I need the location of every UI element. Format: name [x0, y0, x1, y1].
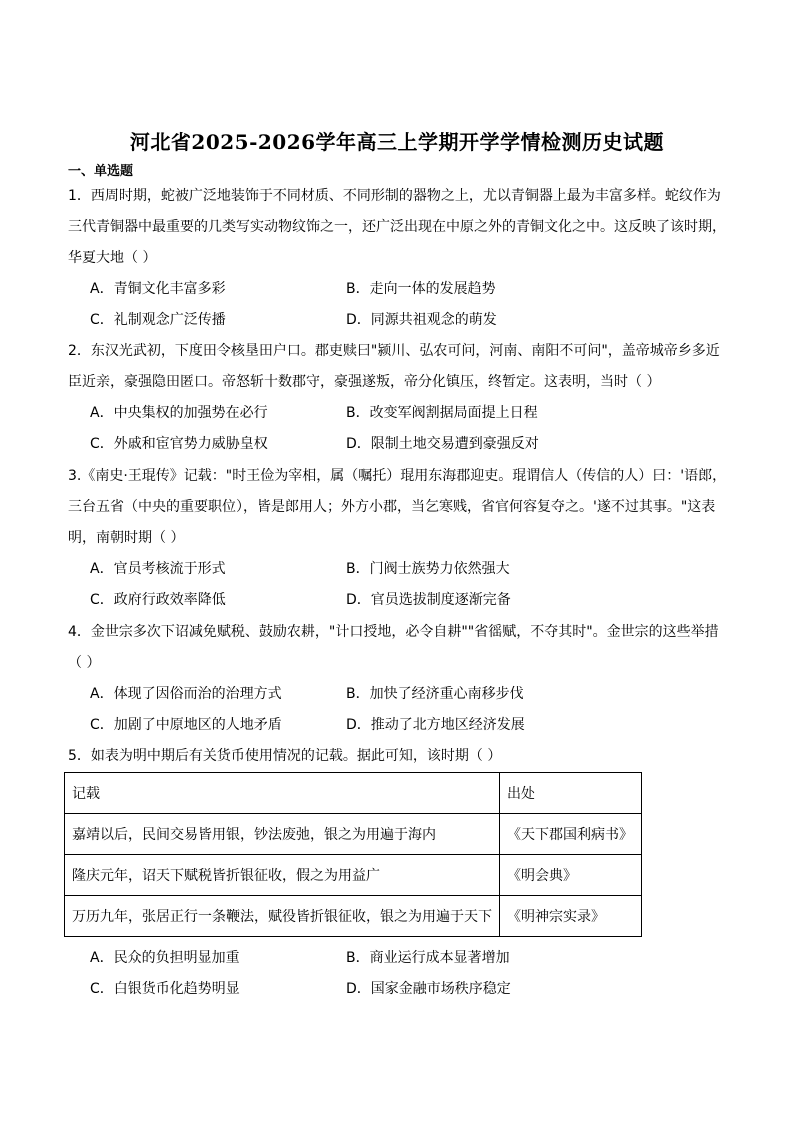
q2-option-a: A．中央集权的加强势在必行 [90, 405, 268, 421]
q1-stem-line-1: 1．西周时期，蛇被广泛地装饰于不同材质、不同形制的器物之上，尤以青铜器上最为丰富多样。蛇纹作为 [68, 188, 721, 204]
table-header-source: 出处 [500, 773, 642, 814]
q2-stem-line-2: 臣近亲，豪强隐田匿口。帝怒斩十数郡守，豪强遂叛，帝分化镇压，终暂定。这表明，当时（ ） [68, 374, 661, 390]
q1-option-d: D．同源共祖观念的萌发 [346, 312, 497, 328]
q3-stem-line-3: 明，南朝时期（ ） [68, 530, 185, 546]
table-header-record: 记载 [65, 773, 500, 814]
q3-stem-line-2: 三台五省（中央的重要职位），皆是郎用人；外方小郡，当乞寒贱，省官何容复夺之。'遂不过其事。"这表 [68, 499, 716, 515]
q3-option-b: B．门阀士族势力依然强大 [346, 561, 510, 577]
table-cell-record: 嘉靖以后，民间交易皆用银，钞法废弛，银之为用遍于海内 [65, 814, 500, 855]
currency-record-table [64, 772, 642, 937]
table-header-row [65, 773, 642, 814]
q2-option-c: C．外戚和宦官势力威胁皇权 [90, 436, 268, 452]
q1-stem-line-3: 华夏大地（ ） [68, 250, 157, 266]
table-cell-record: 隆庆元年，诏天下赋税皆折银征收，假之为用益广 [65, 855, 500, 896]
q1-option-a: A．青铜文化丰富多彩 [90, 281, 226, 297]
q4-stem-line-2: （ ） [68, 655, 101, 671]
table-cell-source: 《明神宗实录》 [500, 896, 642, 937]
q5-option-b: B．商业运行成本显著增加 [346, 950, 510, 966]
q1-stem-line-2: 三代青铜器中最重要的几类写实动物纹饰之一，还广泛出现在中原之外的青铜文化之中。这反映了该时期， [68, 219, 726, 235]
q5-option-a: A．民众的负担明显加重 [90, 950, 240, 966]
table-cell-source: 《天下郡国利病书》 [500, 814, 642, 855]
table-cell-source: 《明会典》 [500, 855, 642, 896]
q4-option-c: C．加剧了中原地区的人地矛盾 [90, 717, 282, 733]
q2-stem-line-1: 2．东汉光武初，下度田令核垦田户口。郡吏赎曰"颍川、弘农可问，河南、南阳不可问"，盖帝城帝乡多近 [68, 343, 720, 359]
q5-stem: 5．如表为明中期后有关货币使用情况的记载。据此可知，该时期（ ） [68, 748, 502, 764]
q4-option-a: A．体现了因俗而治的治理方式 [90, 686, 282, 702]
q4-option-b: B．加快了经济重心南移步伐 [346, 686, 524, 702]
q4-option-d: D．推动了北方地区经济发展 [346, 717, 525, 733]
q3-option-a: A．官员考核流于形式 [90, 561, 226, 577]
q4-stem-line-1: 4．金世宗多次下诏减免赋税、鼓励农耕，"计口授地，必令自耕""省徭赋，不夺其时"。金世宗的这些举措 [68, 624, 719, 640]
q5-option-d: D．国家金融市场秩序稳定 [346, 981, 511, 997]
table-row [65, 814, 642, 855]
q1-option-b: B．走向一体的发展趋势 [346, 281, 496, 297]
q3-option-c: C．政府行政效率降低 [90, 592, 226, 608]
section-heading: 一、单选题 [68, 164, 134, 179]
page-title: 河北省2025-2026学年高三上学期开学学情检测历史试题 [129, 130, 665, 154]
table-row [65, 896, 642, 937]
q2-option-b: B．改变军阀割据局面提上日程 [346, 405, 538, 421]
q1-option-c: C．礼制观念广泛传播 [90, 312, 226, 328]
q5-option-c: C．白银货币化趋势明显 [90, 981, 240, 997]
q3-stem-line-1: 3.《南史·王琨传》记载："时王俭为宰相，属（嘱托）琨用东海郡迎吏。琨谓信人（传信的人）曰：'语郎， [68, 468, 727, 484]
q3-option-d: D．官员选拔制度逐渐完备 [346, 592, 511, 608]
table-cell-record: 万历九年，张居正行一条鞭法，赋役皆折银征收，银之为用遍于天下 [65, 896, 500, 937]
table-row [65, 855, 642, 896]
q2-option-d: D．限制土地交易遭到豪强反对 [346, 436, 539, 452]
